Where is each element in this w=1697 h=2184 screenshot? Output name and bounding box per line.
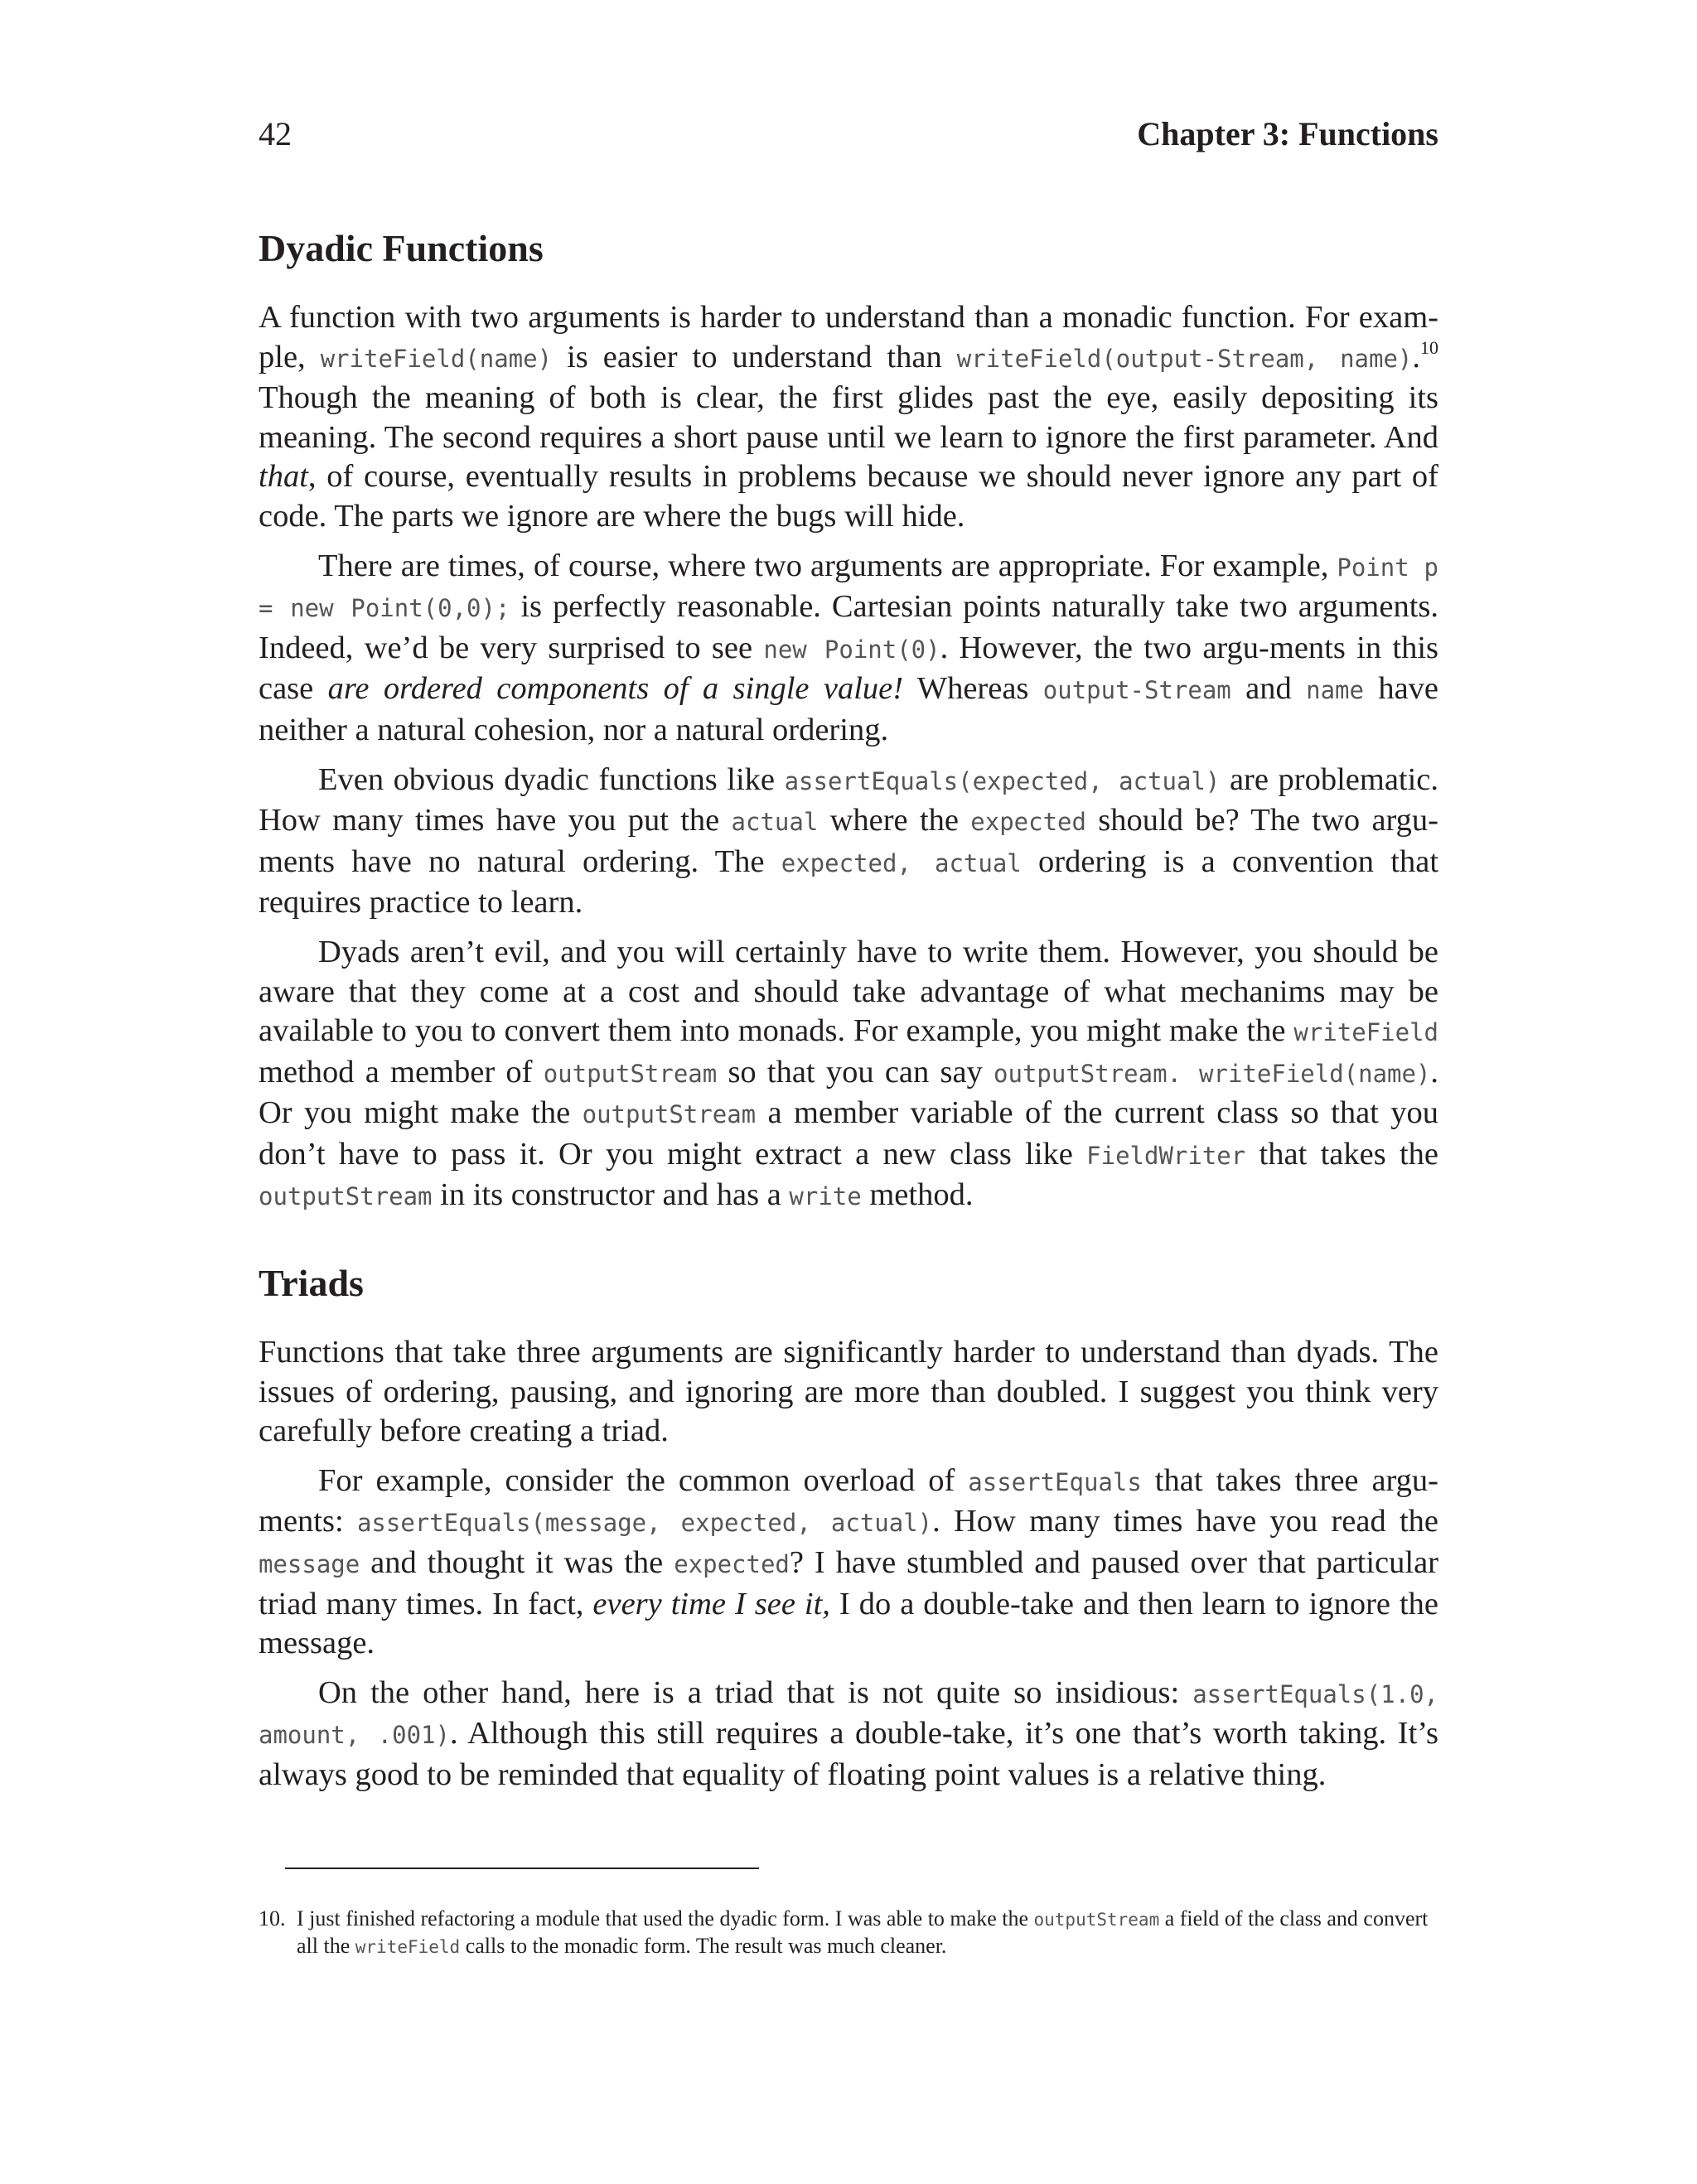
inline-code: message <box>259 1550 360 1579</box>
inline-code: output-Stream <box>1042 676 1231 705</box>
inline-code: assertEquals(message, expected, actual) <box>356 1509 933 1538</box>
footnote-reference[interactable]: 10 <box>1420 336 1438 358</box>
paragraph-dyadic-3: Even obvious dyadic functions like assertEquals(expected, actual) are problematic. How many times have you put the actual where the expected should be? The two argu-ments have no natural ordering. The expected, actual ordering is a convention that requires practice to learn. <box>259 761 1439 920</box>
paragraph-dyadic-2: There are times, of course, where two arguments are appropriate. For example, Point p = new Point(0,0); is perfectly reasonable. Cartesian points naturally take two arguments. Indeed, we’d be very surprised to see new Point(0). However, the two argu-ments in this case are ordered components of a single value! Whereas output-Stream and name have neither a natural cohesion, nor a natural ordering. <box>259 548 1439 747</box>
inline-code: assertEquals <box>968 1467 1142 1496</box>
inline-code: expected <box>674 1550 790 1579</box>
inline-code: writeField(name) <box>320 344 553 373</box>
inline-code: writeField <box>1293 1018 1439 1047</box>
inline-code: outputStream <box>543 1059 718 1088</box>
body-text <box>259 224 1438 1805</box>
emphasis: are ordered components of a single value! <box>327 671 904 707</box>
footnote-divider <box>285 1868 759 1869</box>
footnote-text: I just finished refactoring a module that used the dyadic form. I was able to make the outputStream a field of the class and convert all the writeField calls to the monadic form. The result was much cleaner. <box>297 1906 1429 1958</box>
inline-code: Point p = new Point(0,0); <box>259 553 1439 623</box>
page-number: 42 <box>259 115 292 152</box>
chapter-title: Chapter 3: Functions <box>1137 115 1438 152</box>
section-heading-triads: Triads <box>259 1262 364 1305</box>
inline-code: assertEquals(expected, actual) <box>784 766 1221 795</box>
inline-code: FieldWriter <box>1086 1141 1246 1170</box>
inline-code: expected <box>970 808 1086 837</box>
inline-code: outputStream <box>259 1182 433 1211</box>
inline-code: assertEquals(1.0, amount, .001) <box>259 1679 1439 1750</box>
section-heading-dyadic: Dyadic Functions <box>259 227 544 269</box>
inline-code: expected, actual <box>781 848 1022 877</box>
inline-code: outputStream <box>1033 1910 1160 1930</box>
footnote <box>259 1906 1438 1960</box>
running-head <box>259 113 1438 156</box>
inline-code: name <box>1306 676 1364 705</box>
paragraph-dyadic-1: A function with two arguments is harder to understand than a monadic function. For exam-ple, writeField(name) is easier to understand than writeField(output-Stream, name).$^{10}$ Though the meaning of both is clear, the first glides past the eye, easily depositing its meaning. The second requires a short pause until we learn to ignore the first parameter. And that, of course, eventually results in problems because we should never ignore any part of code. The parts we ignore are where the bugs will hide. <box>259 300 1438 534</box>
paragraph-triads-2: For example, consider the common overload of assertEquals that takes three argu-ments: assertEquals(message, expected, actual). How many times have you read the message and thought it was the expected? I have stumbled and paused over that particular triad many times. In fact, every time I see it, I do a double-take and then learn to ignore the message. <box>259 1462 1439 1661</box>
emphasis: that <box>259 459 308 495</box>
paragraph-dyadic-4: Dyads aren’t evil, and you will certainly have to write them. However, you should be aware that they come at a cost and should take advantage of what mechanims may be available to you to convert them into monads. For example, you might make the writeField method a member of outputStream so that you can say outputStream. writeField(name). Or you might make the outputStream a member variable of the current class so that you don’t have to pass it. Or you might extract a new class like FieldWriter that takes the outputStream in its constructor and has a write method. <box>259 934 1439 1213</box>
inline-code: writeField(output-Stream, name) <box>956 344 1413 373</box>
footnote-number: 10. <box>259 1906 286 1930</box>
inline-code: write <box>789 1182 862 1211</box>
inline-code: outputStream. writeField(name) <box>994 1059 1431 1088</box>
paragraph-triads-3: On the other hand, here is a triad that is not quite so insidious: assertEquals(1.0, amount, .001). Although this still requires a double-take, it’s one that’s worth taking. It’s always good to be reminded that equality of floating point values is a relative thing. <box>259 1674 1439 1792</box>
paragraph-triads-1: Functions that take three arguments are significantly harder to understand than dyads. The issues of ordering, pausing, and ignoring are more than doubled. I suggest you think very carefully before creating a triad. <box>259 1335 1438 1449</box>
inline-code: actual <box>731 808 819 837</box>
emphasis: every time I see it, <box>592 1586 830 1621</box>
inline-code: new Point(0) <box>763 635 940 664</box>
inline-code: outputStream <box>582 1100 757 1129</box>
inline-code: writeField <box>355 1937 461 1957</box>
